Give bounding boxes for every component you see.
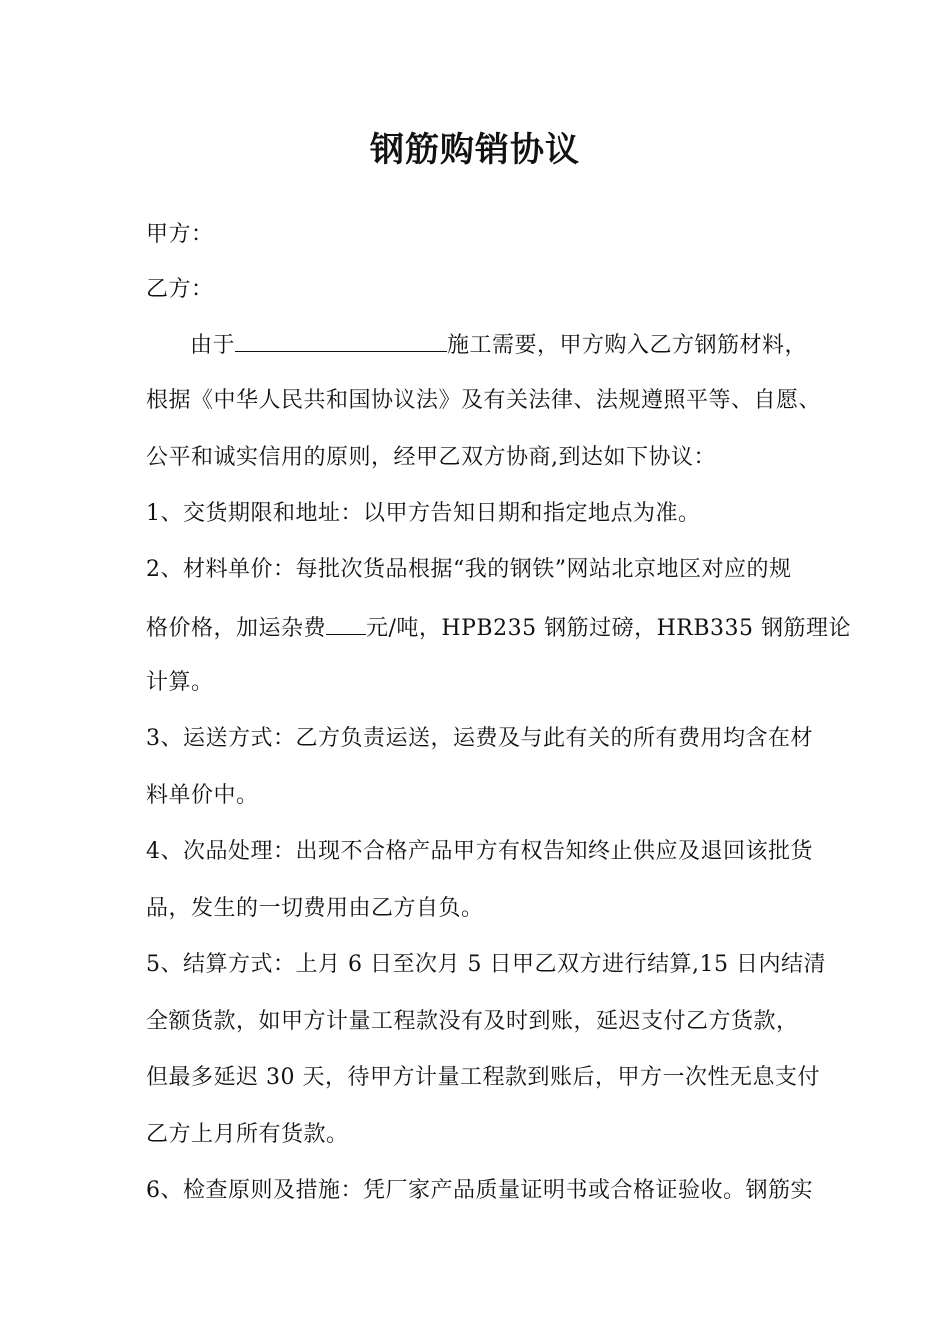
clause-2-line-2-prefix: 格价格，加运杂费 xyxy=(146,616,327,641)
project-name-blank xyxy=(235,329,447,352)
document-title: 钢筋购销协议 xyxy=(370,130,580,170)
clause-3-line-2: 料单价中。 xyxy=(146,783,259,808)
clause-5-line-2: 全额货款，如甲方计量工程款没有及时到账，延迟支付乙方货款， xyxy=(146,1009,799,1034)
clause-2-line-2-suffix: 元/吨，HPB235 钢筋过磅，HRB335 钢筋理论 xyxy=(366,616,851,641)
clause-3-line-1: 3、运送方式：乙方负责运送，运费及与此有关的所有费用均含在材 xyxy=(146,726,813,751)
party-b-label: 乙方： xyxy=(146,277,214,302)
clause-5-line-3: 但最多延迟 30 天，待甲方计量工程款到账后，甲方一次性无息支付 xyxy=(146,1065,820,1090)
clause-2-line-1: 2、材料单价：每批次货品根据“我的钢铁”网站北京地区对应的规 xyxy=(146,557,792,582)
intro-line-1 xyxy=(190,329,880,361)
clause-4-line-2: 品，发生的一切费用由乙方自负。 xyxy=(146,896,484,921)
clause-6-line-1: 6、检查原则及措施：凭厂家产品质量证明书或合格证验收。钢筋实 xyxy=(146,1178,813,1203)
freight-fee-blank xyxy=(326,612,366,635)
clause-1-line-1: 1、交货期限和地址：以甲方告知日期和指定地点为准。 xyxy=(146,501,701,526)
clause-4-line-1: 4、次品处理：出现不合格产品甲方有权告知终止供应及退回该批货 xyxy=(146,839,813,864)
intro-prefix: 由于 xyxy=(190,333,236,358)
intro-suffix: 施工需要，甲方购入乙方钢筋材料， xyxy=(447,333,808,358)
clause-5-line-4: 乙方上月所有货款。 xyxy=(146,1122,349,1147)
intro-line-3: 公平和诚实信用的原则，经甲乙双方协商,到达如下协议： xyxy=(146,445,716,470)
party-a-label: 甲方： xyxy=(146,222,214,247)
clause-2-line-2 xyxy=(146,612,851,644)
clause-5-line-1: 5、结算方式：上月 6 日至次月 5 日甲乙双方进行结算,15 日内结清 xyxy=(146,952,826,977)
intro-line-2: 根据《中华人民共和国协议法》及有关法律、法规遵照平等、自愿、 xyxy=(146,388,822,413)
clause-2-line-3: 计算。 xyxy=(146,670,214,695)
